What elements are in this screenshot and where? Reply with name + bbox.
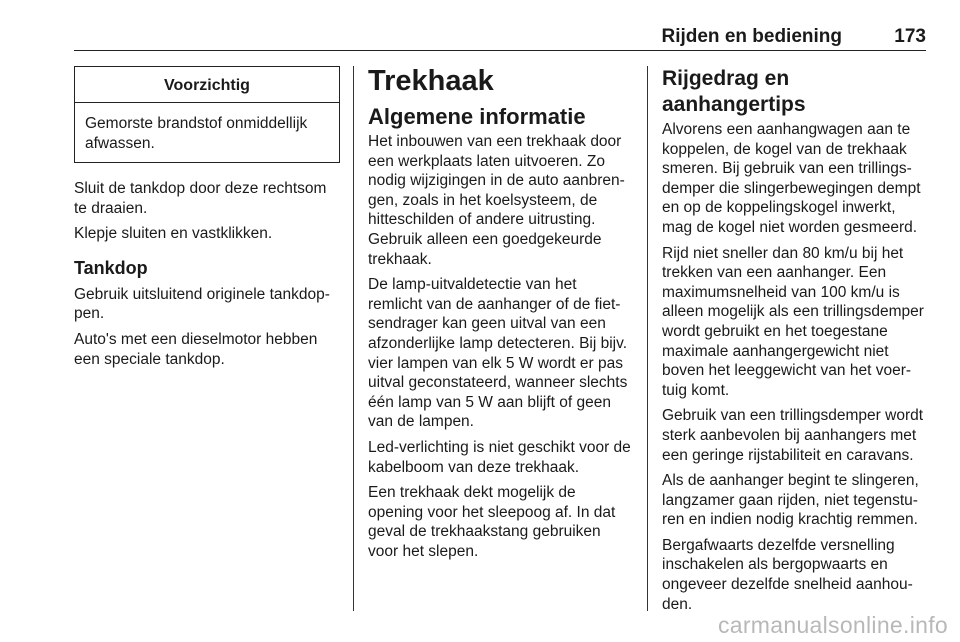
column-left: [74, 64, 340, 375]
paragraph: Klepje sluiten en vastklikken.: [74, 225, 273, 243]
watermark-text: carmanualsonline.info: [717, 612, 948, 638]
paragraph: Auto's met een dieselmotor hebben een speciale tankdop.: [74, 330, 318, 368]
paragraph: Het inbouwen van een trekhaak door een werkplaats laten uitvoeren. Zo nodig wijzigingen in de auto aanbrengen, zoals in het koelsysteem, de hitteschilden of andere uitrusting. Gebruik alleen een goedgekeurde trekhaak.: [368, 133, 625, 268]
paragraph: Led-verlichting is niet geschikt voor de kabelboom van deze trekhaak.: [368, 438, 631, 476]
column-divider: [647, 66, 648, 611]
paragraph: Sluit de tankdop door deze rechtsom te draaien.: [74, 180, 327, 217]
paragraph: Gebruik van een trillingsdemper wordt sterk aanbevolen bij aanhangers met een geringe rijstabiliteit en caravans.: [662, 407, 924, 464]
paragraph: Bergafwaarts dezelfde versnelling inschakelen als bergopwaarts en ongeveer dezelfde snelheid aanhouden.: [662, 536, 913, 613]
warning-text: Gemorste brandstof onmiddellijk afwassen.: [85, 115, 308, 152]
column-divider: [353, 66, 354, 611]
paragraph: Als de aanhanger begint te slingeren, langzamer gaan rijden, niet tegensturen en indien nodig krachtig remmen.: [662, 472, 919, 529]
page-header: [74, 16, 926, 51]
paragraph: Een trekhaak dekt mogelijk de opening voor het sleepoog af. In dat geval de trekhaakstang gebruiken voor het slepen.: [368, 484, 616, 560]
column-right: [662, 64, 928, 620]
page-number: 173: [894, 26, 926, 47]
section-title: Rijden en bediening: [661, 26, 842, 47]
section-heading: Algemene informatie: [368, 104, 586, 129]
column-middle: [368, 64, 634, 567]
paragraph: De lamp-uitvaldetectie van het remlicht van de aanhanger of de fietsendrager kan geen uitval van een afzonderlijke lamp detecteren. Bij bijv. vier lampen van elk 5 W wordt er pas uitval geconstateerd, wanneer slechts één lamp van 5 W aan blijft of geen van de lampen.: [368, 276, 628, 431]
paragraph: Gebruik uitsluitend originele tankdoppen.: [74, 285, 330, 323]
warning-box: [74, 66, 340, 163]
paragraph: Rijd niet sneller dan 80 km/u bij het trekken van een aanhanger. Een maximumsnelheid van 100 km/u is alleen mogelijk als een trillingsdemper wordt gebruikt en het toegestane maximale aanhangergewicht niet boven het leeggewicht van het voertuig komt.: [662, 244, 924, 399]
section-heading: Rijgedrag en aanhangertips: [662, 67, 806, 116]
chapter-title: Trekhaak: [368, 65, 494, 97]
section-heading: Tankdop: [74, 257, 148, 278]
warning-title: Voorzichtig: [75, 67, 339, 103]
paragraph: Alvorens een aanhangwagen aan te koppelen, de kogel van de trekhaak smeren. Bij gebruik van een trillingsdemper die slingerbewegingen dempt en op de koppelingskogel inwerkt, mag de kogel niet worden gesmeerd.: [662, 121, 921, 236]
